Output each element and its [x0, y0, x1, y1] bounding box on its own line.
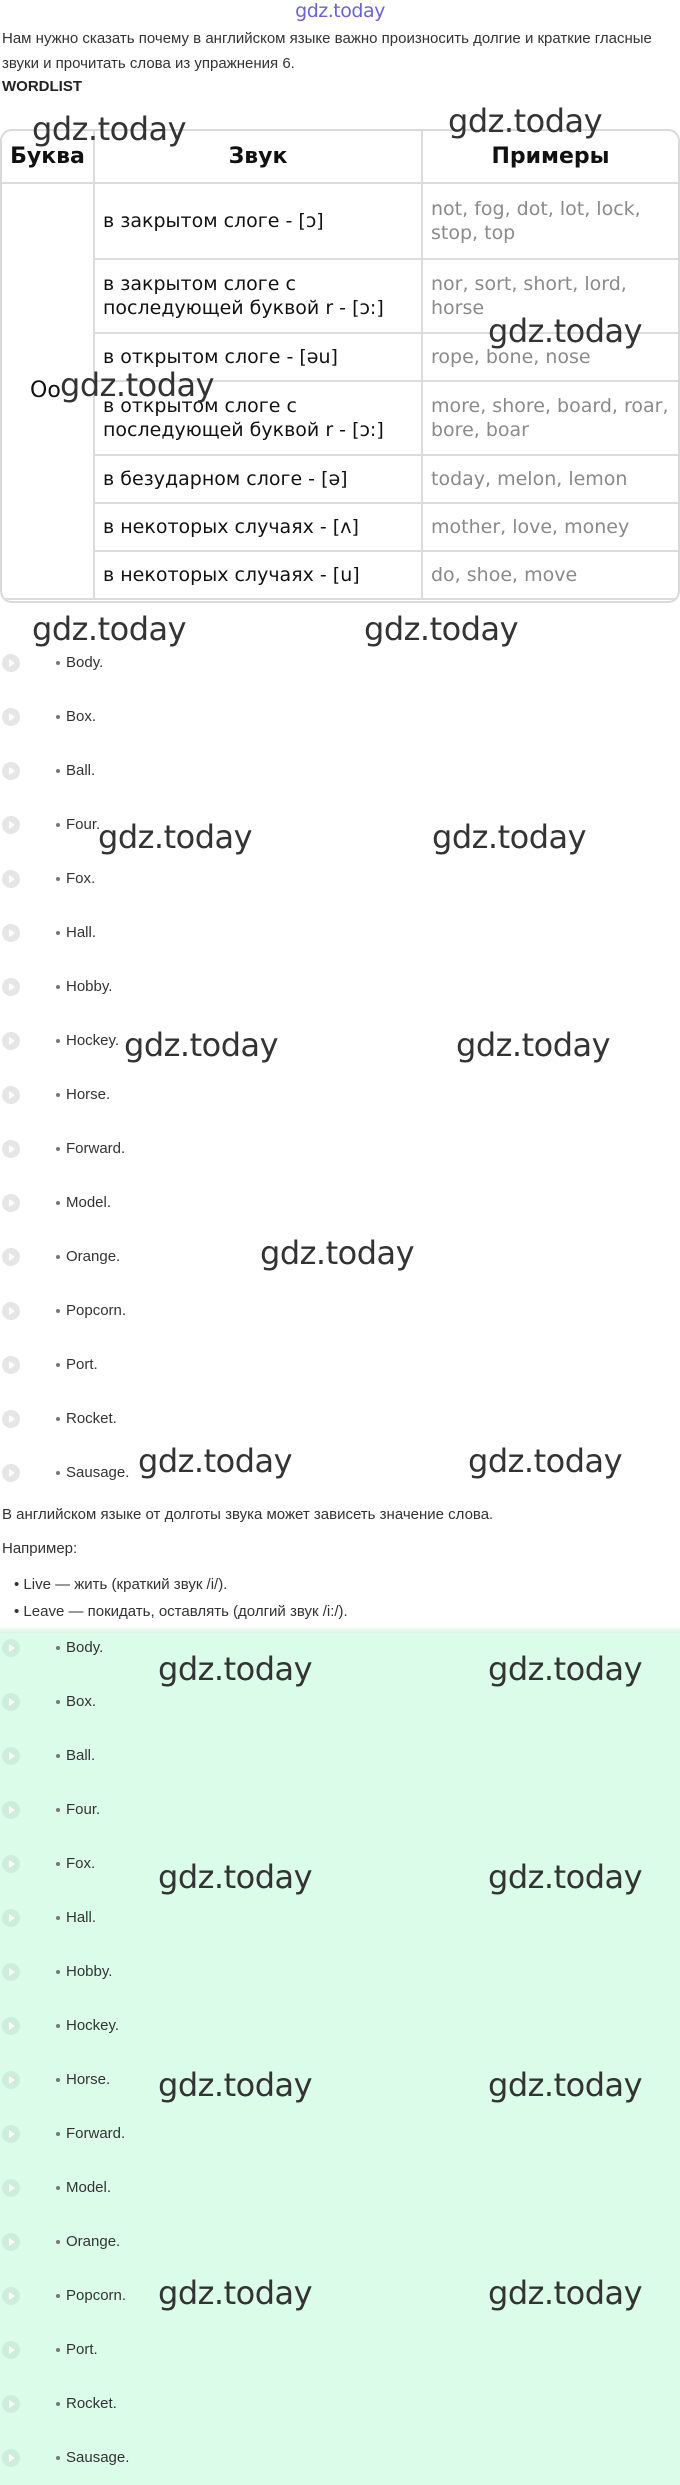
bullet-icon: [56, 2456, 60, 2460]
list-item: [0, 1350, 680, 1380]
word-label: Four.: [66, 816, 101, 833]
table-row: [2, 455, 678, 503]
list-item: [0, 1957, 680, 1987]
word-label: Orange.: [66, 1248, 121, 1265]
word-label: Hobby.: [66, 1963, 113, 1980]
play-icon[interactable]: [2, 1086, 20, 1104]
play-icon[interactable]: [2, 1963, 20, 1981]
bullet-icon: [56, 1309, 60, 1313]
watermark: gdz.today: [488, 1858, 643, 1896]
word-label: Body.: [66, 1639, 104, 1656]
watermark: gdz.today: [98, 818, 253, 856]
list-item: [0, 2011, 680, 2041]
bullet-icon: [56, 769, 60, 773]
bullet-icon: [56, 2024, 60, 2028]
word-label: Hobby.: [66, 978, 113, 995]
play-icon[interactable]: [2, 1410, 20, 1428]
bullet-icon: [56, 1201, 60, 1205]
bullet-icon: [56, 2240, 60, 2244]
sound-cell: в закрытом слоге с последующей буквой r - [ɔ:]: [94, 259, 422, 333]
letter-cell: Oo: [2, 183, 94, 599]
play-icon[interactable]: [2, 1855, 20, 1873]
bullet-icon: [56, 1255, 60, 1259]
play-icon[interactable]: [2, 870, 20, 888]
word-label: Ball.: [66, 762, 96, 779]
watermark: gdz.today: [488, 2274, 643, 2312]
list-item: [0, 1741, 680, 1771]
word-label: Fox.: [66, 1855, 96, 1872]
header-sound: Звук: [94, 131, 422, 183]
note-example-label: Например:: [2, 1540, 78, 1557]
site-logo[interactable]: gdz.today: [295, 0, 385, 22]
list-item: [0, 1296, 680, 1326]
word-label: Box.: [66, 1693, 97, 1710]
watermark: gdz.today: [456, 1026, 611, 1064]
list-item: [0, 972, 680, 1002]
play-icon[interactable]: [2, 2449, 20, 2467]
list-item: [0, 864, 680, 894]
watermark: gdz.today: [158, 2274, 313, 2312]
note-text: В английском языке от долготы звука может зависеть значение слова.: [2, 1506, 494, 1523]
word-label: Horse.: [66, 2071, 111, 2088]
watermark: gdz.today: [32, 610, 187, 648]
word-label: Forward.: [66, 2125, 126, 2142]
word-label: Port.: [66, 2341, 98, 2358]
word-label: Popcorn.: [66, 1302, 127, 1319]
play-icon[interactable]: [2, 2179, 20, 2197]
word-label: Model.: [66, 2179, 112, 2196]
word-label: Sausage.: [66, 1464, 130, 1481]
note-example-item: • Leave — покидать, оставлять (долгий звук /i:/).: [14, 1603, 348, 1620]
play-icon[interactable]: [2, 2071, 20, 2089]
watermark: gdz.today: [32, 110, 187, 148]
list-item: [0, 2443, 680, 2473]
play-icon[interactable]: [2, 2341, 20, 2359]
word-label: Rocket.: [66, 2395, 117, 2412]
list-item: [0, 2173, 680, 2203]
bullet-icon: [56, 823, 60, 827]
sound-cell: в открытом слоге с последующей буквой r - [ɔ:]: [94, 381, 422, 455]
play-icon[interactable]: [2, 2017, 20, 2035]
word-label: Ball.: [66, 1747, 96, 1764]
list-item: [0, 1188, 680, 1218]
play-icon[interactable]: [2, 2395, 20, 2413]
word-label: Forward.: [66, 1140, 126, 1157]
watermark: gdz.today: [138, 1442, 293, 1480]
list-item: [0, 1404, 680, 1434]
bullet-icon: [56, 1363, 60, 1367]
list-item: [0, 1687, 680, 1717]
bullet-icon: [56, 1039, 60, 1043]
word-label: Hall.: [66, 1909, 97, 1926]
play-icon[interactable]: [2, 1693, 20, 1711]
bullet-icon: [56, 1646, 60, 1650]
answer-section: [0, 1633, 680, 2485]
play-icon[interactable]: [2, 1194, 20, 1212]
word-label: Hockey.: [66, 2017, 120, 2034]
examples-cell: do, shoe, move: [422, 551, 678, 599]
list-item: [0, 1795, 680, 1825]
play-icon[interactable]: [2, 2233, 20, 2251]
examples-cell: rope, bone, nose: [422, 333, 678, 381]
examples-cell: mother, love, money: [422, 503, 678, 551]
play-icon[interactable]: [2, 1639, 20, 1657]
list-item: [0, 1080, 680, 1110]
play-icon[interactable]: [2, 2125, 20, 2143]
bullet-icon: [56, 2186, 60, 2190]
play-icon[interactable]: [2, 1747, 20, 1765]
watermark: gdz.today: [488, 312, 643, 350]
word-label: Four.: [66, 1801, 101, 1818]
watermark: gdz.today: [124, 1026, 279, 1064]
table-row: [2, 503, 678, 551]
watermark: gdz.today: [448, 102, 603, 140]
play-icon[interactable]: [2, 1909, 20, 1927]
note-example-text: Leave — покидать, оставлять (долгий звук /i:/).: [23, 1603, 348, 1620]
play-icon[interactable]: [2, 1032, 20, 1050]
word-label: Port.: [66, 1356, 98, 1373]
word-label: Body.: [66, 654, 104, 671]
list-item: [0, 1134, 680, 1164]
watermark: gdz.today: [488, 1650, 643, 1688]
watermark: gdz.today: [158, 1858, 313, 1896]
play-icon[interactable]: [2, 1464, 20, 1482]
play-icon[interactable]: [2, 1302, 20, 1320]
watermark: gdz.today: [432, 818, 587, 856]
examples-cell: nor, sort, short, lord, horse: [422, 259, 678, 333]
bullet-icon: [56, 877, 60, 881]
list-item: [0, 2335, 680, 2365]
play-icon[interactable]: [2, 1356, 20, 1374]
bullet-icon: [56, 2348, 60, 2352]
bullet-icon: [56, 2132, 60, 2136]
bullet-icon: [56, 1970, 60, 1974]
word-label: Hall.: [66, 924, 97, 941]
table-row: [2, 183, 678, 259]
bullet-icon: [56, 2402, 60, 2406]
word-label: Orange.: [66, 2233, 121, 2250]
bullet-icon: [56, 1808, 60, 1812]
word-label: Popcorn.: [66, 2287, 127, 2304]
play-icon[interactable]: [2, 762, 20, 780]
task-description: Нам нужно сказать почему в английском языке важно произносить долгие и краткие гласные звуки и прочитать слова из упражнения 6.: [2, 30, 652, 72]
examples-cell: not, fog, dot, lot, lock, stop, top: [422, 183, 678, 259]
note-example-item: • Live — жить (краткий звук /i/).: [14, 1576, 228, 1593]
bullet-icon: [56, 985, 60, 989]
play-icon[interactable]: [2, 708, 20, 726]
watermark: gdz.today: [158, 2066, 313, 2104]
list-item: [0, 648, 680, 678]
play-icon[interactable]: [2, 816, 20, 834]
word-label: Model.: [66, 1194, 112, 1211]
list-item: [0, 2227, 680, 2257]
bullet-icon: [56, 1417, 60, 1421]
word-label: Sausage.: [66, 2449, 130, 2466]
bullet-icon: [56, 1147, 60, 1151]
play-icon[interactable]: [2, 978, 20, 996]
watermark: gdz.today: [468, 1442, 623, 1480]
list-item: [0, 2119, 680, 2149]
bullet-icon: [56, 1862, 60, 1866]
bullet-icon: [56, 1700, 60, 1704]
bullet-icon: [56, 2078, 60, 2082]
word-label: Fox.: [66, 870, 96, 887]
header-letter: Буква: [2, 131, 94, 183]
sound-cell: в открытом слоге - [əu]: [94, 333, 422, 381]
play-icon[interactable]: [2, 1140, 20, 1158]
list-item: [0, 1903, 680, 1933]
bullet-icon: [56, 1093, 60, 1097]
examples-cell: today, melon, lemon: [422, 455, 678, 503]
note-example-text: Live — жить (краткий звук /i/).: [23, 1576, 228, 1593]
word-label: Box.: [66, 708, 97, 725]
list-item: [0, 2389, 680, 2419]
play-icon[interactable]: [2, 1248, 20, 1266]
watermark: gdz.today: [158, 1650, 313, 1688]
table-row: [2, 551, 678, 599]
sound-cell: в некоторых случаях - [u]: [94, 551, 422, 599]
sound-cell: в безударном слоге - [ə]: [94, 455, 422, 503]
word-label: Rocket.: [66, 1410, 117, 1427]
watermark: gdz.today: [488, 2066, 643, 2104]
bullet-icon: [56, 931, 60, 935]
word-label: Hockey.: [66, 1032, 120, 1049]
play-icon[interactable]: [2, 2287, 20, 2305]
wordlist-heading: WORDLIST: [2, 78, 82, 95]
play-icon[interactable]: [2, 924, 20, 942]
bullet-icon: [56, 661, 60, 665]
list-item: [0, 756, 680, 786]
list-item: [0, 702, 680, 732]
bullet-icon: [56, 1754, 60, 1758]
watermark: gdz.today: [260, 1234, 415, 1272]
bullet-icon: [56, 715, 60, 719]
sound-cell: в закрытом слоге - [ɔ]: [94, 183, 422, 259]
play-icon[interactable]: [2, 654, 20, 672]
bullet-icon: [56, 1916, 60, 1920]
bullet-icon: [56, 1471, 60, 1475]
watermark: gdz.today: [364, 610, 519, 648]
word-label: Horse.: [66, 1086, 111, 1103]
play-icon[interactable]: [2, 1801, 20, 1819]
sound-cell: в некоторых случаях - [ʌ]: [94, 503, 422, 551]
bullet-icon: [56, 2294, 60, 2298]
examples-cell: more, shore, board, roar, bore, boar: [422, 381, 678, 455]
header-examples: Примеры: [422, 131, 678, 183]
list-item: [0, 918, 680, 948]
watermark: gdz.today: [60, 366, 215, 404]
